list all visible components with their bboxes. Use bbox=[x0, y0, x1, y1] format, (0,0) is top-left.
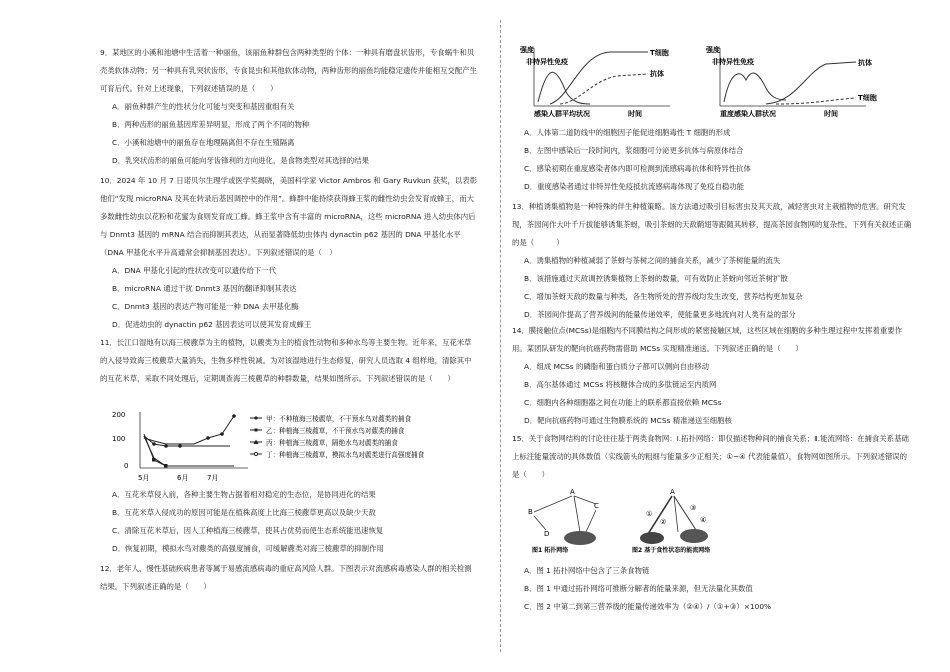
q12-options bbox=[512, 124, 912, 196]
q10-option-a: A．DNA 甲基化引起的性状改变可以遗传给下一代 bbox=[112, 266, 277, 275]
q15-option-a: A．图 1 拓扑网络中包含了三条食物链 bbox=[524, 566, 650, 575]
q9-stem: 9．某地区的小溪和池塘中生活着一种丽鱼，该丽鱼种群包含两种类型的个体：一种具有磨盘状齿形，专食蜗牛和贝壳类软体动物；另一种具有乳突状齿形，专食昆虫和其他软体动物，两种齿形的丽鱼均能稳定遗传并能相互交配产生可育后代。针对上述现象，下列叙述错误的是（ ） bbox=[100, 48, 477, 93]
q9-option-c: C．小溪和池塘中的丽鱼存在地理隔离但不存在生殖隔离 bbox=[112, 138, 295, 147]
xtick-jun: 6月 bbox=[177, 474, 189, 482]
q10-option-c: C．Dnmt3 基因的表达产物可能是一种 DNA 去甲基化酶 bbox=[112, 302, 299, 311]
question-11 bbox=[100, 334, 478, 388]
ytick-100: 100 bbox=[112, 435, 126, 443]
q11-stem: 11．长江口湿地有以海三棱藨草为主的植物，以藨类为主的植食性动物和多种水鸟等主要生物。近年来，互花米草的入侵导致海三棱藨草大量消失，生物多样性锐减。为对该湿地进行生态修复，研究人员选取 4 组样地，清除其中的互花米草，采取不同处理后，定期调查海三棱藨草的种群数量，结果如图所示。下列叙述错误的是（ ） bbox=[100, 338, 472, 383]
question-9 bbox=[100, 44, 478, 170]
q11-options bbox=[100, 486, 478, 558]
series-ding bbox=[144, 416, 234, 444]
fig-left-curve1: 非特异性免疫 bbox=[526, 58, 568, 66]
q14-stem: 14．膜接触位点(MCSs)是细胞内不同膜结构之间形成的紧密接触区域，这些区域在细胞的多种生理过程中发挥着重要作用。某团队研发的靶向抗癌药物需借助 MCSs 实现精准递送。下列叙述正确的是（ ） bbox=[512, 326, 903, 353]
xtick-may: 5月 bbox=[138, 474, 150, 482]
series-jia bbox=[144, 434, 234, 466]
ytick-0: 0 bbox=[124, 462, 129, 470]
legend-jia: 甲：不种植海三棱藨草，不干预水鸟对藨类的捕食 bbox=[266, 415, 412, 423]
q9-option-d: D．乳突状齿形的丽鱼可能向牙齿锋利的方向进化，是食物类型对其选择的结果 bbox=[112, 156, 369, 165]
q14-option-a: A．组成 MCSs 的磷脂和蛋白质分子都可以侧向自由移动 bbox=[524, 362, 710, 371]
q9-option-b: B．两种齿形的丽鱼基因库差异明显，形成了两个不同的物种 bbox=[112, 120, 310, 129]
q15-option-b: B．图 1 中通过拓扑网络可推断分解者的能量来源，但无法量化其数值 bbox=[524, 584, 753, 593]
question-13 bbox=[512, 198, 912, 324]
question-15 bbox=[512, 430, 912, 484]
legend-yi: 乙：种植海三棱藨草，不干预水鸟对藨类的捕食 bbox=[266, 427, 405, 435]
node-b-1: B bbox=[528, 508, 533, 516]
node-c-1: C bbox=[594, 502, 599, 510]
q10-option-b: B．microRNA 通过干扰 Dnmt3 基因的翻译抑制其表达 bbox=[112, 284, 297, 293]
series-bing bbox=[144, 436, 222, 466]
mark-4: ④ bbox=[700, 516, 707, 524]
q12-option-a: A．人体第二道防线中的细胞因子能促进细胞毒性 T 细胞的形成 bbox=[524, 128, 731, 137]
q11-option-b: B．互花米草入侵成功的原因可能是在植株高度上比海三棱藨草更高以及缺少天敌 bbox=[112, 508, 376, 517]
energy-flow-network bbox=[632, 488, 710, 554]
q11-chart bbox=[110, 408, 470, 488]
mark-1: ① bbox=[646, 510, 653, 518]
fig-right-curve3: T细胞 bbox=[858, 94, 877, 102]
fig-left-xaxis: 时间 bbox=[628, 110, 642, 118]
chart-legend bbox=[250, 414, 425, 460]
q12-stem: 12．老年人、慢性基础疾病患者等属于易感流感病毒的重症高风险人群。下图表示对流感病毒感染人群的相关检测结果。下列叙述正确的是（ ） bbox=[100, 564, 472, 591]
ytick-200: 200 bbox=[112, 411, 126, 419]
fig-right-curve2: 抗体 bbox=[858, 59, 872, 67]
q11-option-a: A．互花米草侵入前，各种主要生物占据着相对稳定的生态位，是协同进化的结果 bbox=[112, 490, 376, 499]
node-a-1: A bbox=[570, 488, 575, 496]
q12-option-d: D．重度感染者通过非特异性免疫抵抗流感病毒体现了免疫自稳功能 bbox=[524, 182, 745, 191]
q14-option-b: B．高尔基体通过 MCSs 将核糖体合成的多肽链运至内质网 bbox=[524, 380, 717, 389]
xtick-jul: 7月 bbox=[207, 474, 219, 482]
q15-option-c: C．图 2 中第二到第三营养级的能量传递效率为（②④）/（①+③）×100% bbox=[524, 602, 772, 611]
q15-options bbox=[512, 562, 912, 616]
node-d-1: D bbox=[544, 530, 550, 538]
immune-figure-left bbox=[520, 42, 700, 120]
fig-left-curve3: 抗体 bbox=[650, 70, 664, 78]
immune-figure-right bbox=[706, 42, 896, 120]
q13-option-a: A．诱集植物的种植减弱了茶蚜与茶树之间的捕食关系，减少了茶树能量的流失 bbox=[524, 256, 781, 265]
legend-ding: 丁：种植海三棱藨草，模拟水鸟对藨类进行高强度捕食 bbox=[266, 451, 425, 459]
q13-stem: 13．种植诱集植物是一种特殊的伴生种植策略。该方法通过吸引目标害虫及其天敌，减轻害虫对主栽植物的危害。研究发现，茶园间作大叶千斤拔能够诱集茶蚜，吸引茶蚜的天敌鞘翅等跟随其转移，提高茶园食物网的复杂性。下列有关叙述正确的是（ ） bbox=[512, 202, 912, 247]
q10-stem: 10．2024 年 10 月 7 日诺贝尔生理学或医学奖揭晓，美国科学家 Victor Ambros 和 Gary Ruvkun 获奖，以表彰他们“发现 microRNA 及其在转录后基因调控中的作用”。蜂群中能持续获得蜂王浆的雌性幼虫会发育成蜂王，而大多数雌性幼虫以花粉和花蜜为食则发育成工蜂。蜂王浆中含有丰富的 microRNA，这些 microRNA 进入幼虫体内后与 Dnmt3 基因的 mRNA 结合而抑制其表达，从而显著降低幼虫体内 dynactin p62 基因的 DNA 甲基化水平（DNA 甲基化水平升高通常会抑制基因表达）。下列叙述错误的是（ ） bbox=[100, 176, 478, 257]
topology-network bbox=[528, 488, 599, 554]
column-divider bbox=[500, 20, 502, 652]
q10-option-d: D．促进幼虫的 dynactin p62 基因表达可以使其发育成蜂王 bbox=[112, 320, 312, 329]
q15-stem: 15．关于食物网结构的讨论往往基于两类食物网：Ⅰ.拓扑网络：即仅描述物种间的捕食关系；Ⅱ.能流网络：在捕食关系基础上标注能量流动的具体数值（实线箭头的粗细与能量多少正相关；①~④ 代表能量值），食物网如图所示。下列叙述错误的是（ ） bbox=[512, 434, 909, 479]
fig-right-xlabel: 重度感染人群状况 bbox=[720, 110, 776, 118]
q13-option-d: D．茶园间作提高了营养级间的能量传递效率，使能量更多地流向对人类有益的部分 bbox=[524, 310, 796, 319]
fig1-caption: 图1 拓扑网络 bbox=[532, 547, 569, 554]
q14-option-d: D．靶向抗癌药物可通过生物膜系统的 MCSs 精准递送至细胞核 bbox=[524, 416, 732, 425]
food-web-figure bbox=[520, 486, 760, 558]
mark-2: ② bbox=[660, 518, 667, 526]
question-10 bbox=[100, 172, 478, 334]
fig-left-curve2: T细胞 bbox=[650, 49, 669, 57]
q9-option-a: A．丽鱼种群产生的性状分化可能与突变和基因重组有关 bbox=[112, 102, 295, 111]
mark-3: ③ bbox=[690, 504, 697, 512]
fig2-caption: 图2 基于食性状态的能流网络 bbox=[632, 547, 711, 554]
fig-left-xlabel: 感染人群平均状况 bbox=[534, 110, 590, 118]
q11-option-d: D．恢复初期，模拟水鸟对藨类的高强度捕食，可缓解藨类对海三棱藨草的抑制作用 bbox=[112, 544, 384, 553]
question-14 bbox=[512, 322, 912, 430]
legend-bing: 丙：种植海三棱藨草，隔绝水鸟对藨类的捕食 bbox=[266, 439, 398, 447]
q12-option-b: B．左图中感染后一段时间内，浆细胞可分泌更多抗体与病原体结合 bbox=[524, 146, 744, 155]
q12-option-c: C．感染初期在重度感染者体内即可检测到流感病毒抗体和特异性抗体 bbox=[524, 164, 751, 173]
q13-option-b: B．该措施通过天敌调控诱集植物上茶蚜的数量，可有效防止茶蚜向邻近茶树扩散 bbox=[524, 274, 788, 283]
fig-left-ylabel: 强度 bbox=[520, 46, 534, 54]
fig-right-ylabel: 强度 bbox=[706, 46, 720, 54]
fig-right-curve1: 非特异性免疫 bbox=[712, 58, 754, 66]
q13-option-c: C．增加茶蚜天敌的数量与种类，各生物所处的营养级均发生改变，营养结构更加复杂 bbox=[524, 292, 803, 301]
q11-option-c: C．清除互花米草后，因人工种植海三棱藨草，使其占优势而使生态系统能迅速恢复 bbox=[112, 526, 384, 535]
question-12 bbox=[100, 560, 478, 596]
q14-option-c: C．细胞内各种细胞器之间在功能上的联系都直接依赖 MCSs bbox=[524, 398, 722, 407]
fig-right-xaxis: 时间 bbox=[824, 110, 838, 118]
node-a-2: A bbox=[670, 488, 675, 496]
